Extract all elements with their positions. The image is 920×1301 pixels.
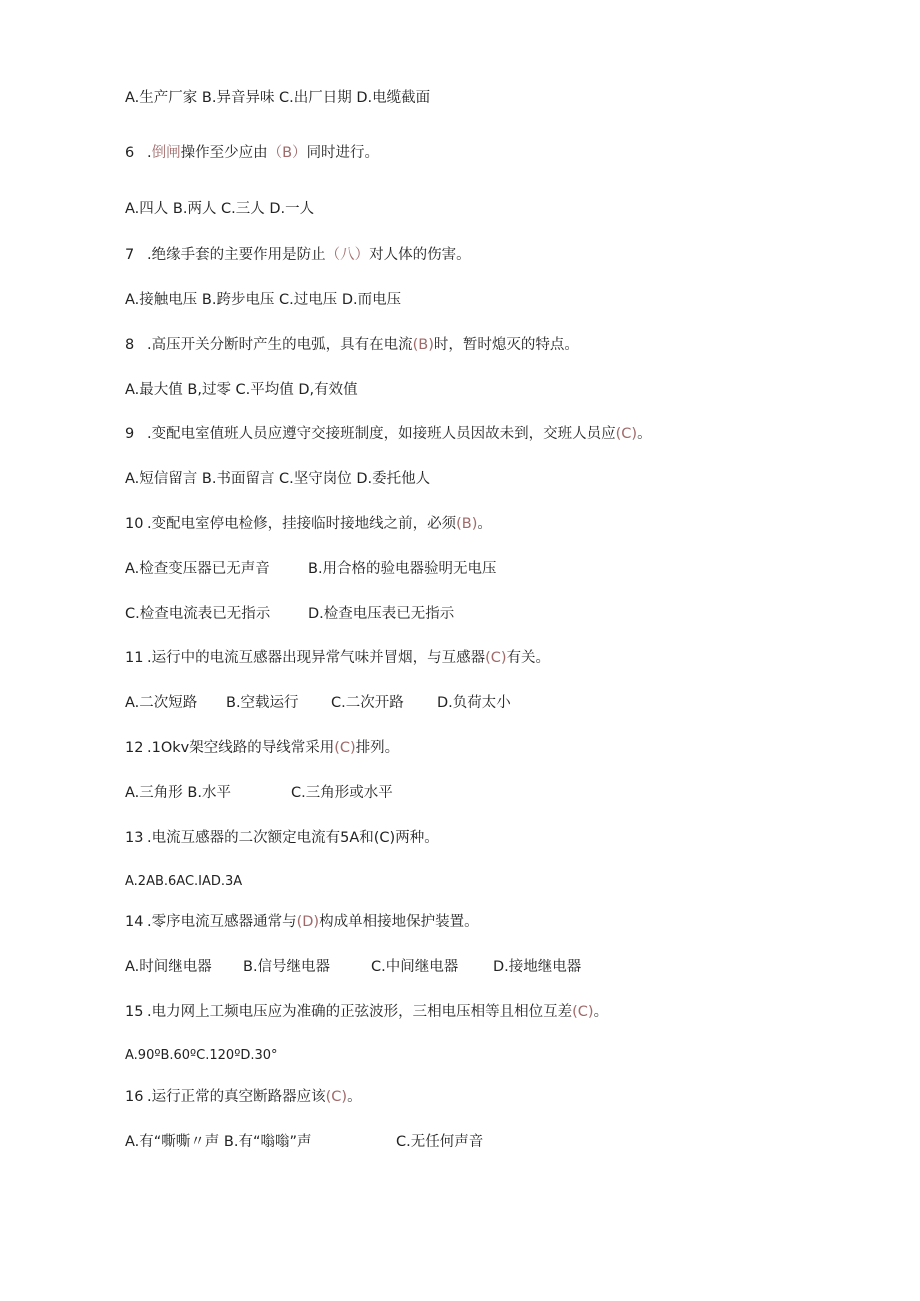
option-c: C.检查电流表已无指示 <box>125 606 271 622</box>
question-14 <box>125 912 479 932</box>
option-a: A.检查变压器已无声音 <box>125 561 270 577</box>
question-text: 。 <box>637 426 652 442</box>
question-text: 。 <box>347 1089 362 1105</box>
question-number: 15 <box>125 1004 144 1020</box>
question-text: 时，暂时熄灭的特点。 <box>433 337 579 353</box>
answer-text: (C) <box>615 426 638 442</box>
options-line <box>125 290 401 310</box>
option-d: D.负荷太小 <box>437 695 511 711</box>
answer-text: (B) <box>456 516 478 532</box>
answer-text: 倒闸 <box>151 145 181 161</box>
option-d: D.检查电压表已无指示 <box>308 606 455 622</box>
options-line <box>125 1046 278 1066</box>
options-text: A.生产厂家 B.异音异味 C.出厂日期 D.电缆截面 <box>125 90 431 106</box>
question-text: .变配电室停电检修，挂接临时接地线之前，必须 <box>147 516 457 532</box>
question-8 <box>125 335 579 355</box>
question-number: 11 <box>125 650 144 666</box>
options-line <box>125 380 358 400</box>
question-text: .零序电流互感器通常与 <box>147 914 297 930</box>
question-text: 有关。 <box>506 650 551 666</box>
question-text: .运行正常的真空断路器应该 <box>147 1089 326 1105</box>
question-6 <box>125 143 379 163</box>
options-text: A.90ºB.60ºC.120ºD.30° <box>125 1048 278 1063</box>
question-text: 排列。 <box>355 740 400 756</box>
options-line <box>125 88 430 108</box>
answer-text: (B) <box>412 337 434 353</box>
option-a: A.二次短路 <box>125 695 198 711</box>
options-text: A.最大值 B,过零 C.平均值 D,有效值 <box>125 382 358 398</box>
question-text: 构成单相接地保护装置。 <box>319 914 479 930</box>
answer-text: (C) <box>325 1089 348 1105</box>
question-12 <box>125 738 399 758</box>
question-number: 14 <box>125 914 144 930</box>
question-text: 对人体的伤害。 <box>369 247 471 263</box>
question-text: 。 <box>477 516 492 532</box>
option-ab: A.有“嘶嘶〃声 B.有“嗡嗡”声 <box>125 1134 312 1150</box>
question-15 <box>125 1002 608 1022</box>
question-7 <box>125 245 471 265</box>
answer-text: (D) <box>296 914 320 930</box>
option-a: A.时间继电器 <box>125 959 212 975</box>
question-text: .绝缘手套的主要作用是防止 <box>147 247 326 263</box>
option-b: B.信号继电器 <box>243 959 331 975</box>
answer-text: (C) <box>334 740 356 756</box>
option-ab: A.三角形 B.水平 <box>125 785 231 801</box>
question-9 <box>125 424 652 444</box>
options-line <box>125 872 242 892</box>
option-c: C.二次开路 <box>331 695 404 711</box>
option-c: C.无任何声音 <box>396 1134 484 1150</box>
options-text: A.接触电压 B.跨步电压 C.过电压 D.而电压 <box>125 292 402 308</box>
question-number: 6 <box>125 145 135 161</box>
question-text: .电力网上工频电压应为准确的正弦波形，三相电压相等且相位互差 <box>147 1004 573 1020</box>
options-text: A.四人 B.两人 C.三人 D.一人 <box>125 201 315 217</box>
question-number: 16 <box>125 1089 144 1105</box>
question-16 <box>125 1087 362 1107</box>
options-line <box>125 469 430 489</box>
question-text: .运行中的电流互感器出现异常气味并冒烟，与互感器 <box>147 650 486 666</box>
question-number: 13 <box>125 830 144 846</box>
question-text: .高压开关分断时产生的电弧，具有在电流 <box>147 337 413 353</box>
options-text: A.2AB.6AC.IAD.3A <box>125 874 243 889</box>
option-d: D.接地继电器 <box>493 959 582 975</box>
answer-text: （B） <box>267 145 307 161</box>
question-10 <box>125 514 492 534</box>
answer-text: (C) <box>572 1004 594 1020</box>
question-text: . <box>147 145 152 161</box>
question-13 <box>125 828 439 848</box>
question-text: 。 <box>593 1004 609 1020</box>
question-11 <box>125 648 550 668</box>
question-number: 7 <box>125 247 135 263</box>
options-line <box>125 199 314 219</box>
option-b: B.用合格的验电器验明无电压 <box>308 561 497 577</box>
question-text: .电流互感器的二次额定电流有5A和(C)两种。 <box>147 830 439 846</box>
question-number: 12 <box>125 740 144 756</box>
question-text: 操作至少应由 <box>180 145 268 161</box>
option-c: C.中间继电器 <box>371 959 459 975</box>
answer-text: (C) <box>485 650 507 666</box>
question-text: 同时进行。 <box>306 145 380 161</box>
question-number: 10 <box>125 516 144 532</box>
question-text: .变配电室值班人员应遵守交接班制度，如接班人员因故未到，交班人员应 <box>147 426 616 442</box>
options-text: A.短信留言 B.书面留言 C.坚守岗位 D.委托他人 <box>125 471 431 487</box>
answer-text: （八） <box>325 247 370 263</box>
question-text: .1Okv架空线路的导线常采用 <box>147 740 335 756</box>
option-b: B.空载运行 <box>226 695 299 711</box>
question-number: 8 <box>125 337 135 353</box>
option-c: C.三角形或水平 <box>291 785 393 801</box>
question-number: 9 <box>125 426 135 442</box>
